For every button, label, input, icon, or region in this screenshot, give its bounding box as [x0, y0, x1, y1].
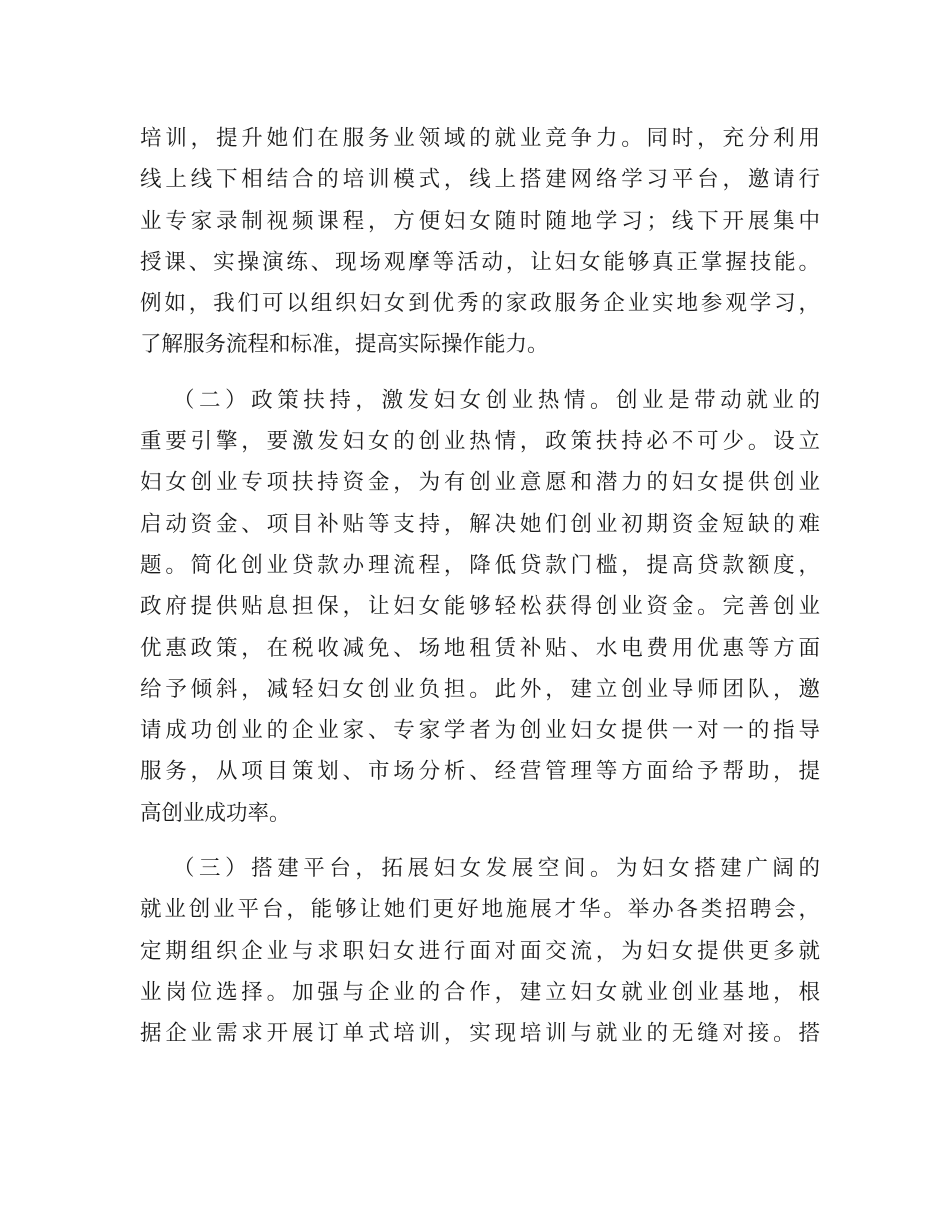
section-heading-line: （二）政策扶持，激发妇女创业热情。创业是带动就业的	[173, 387, 820, 413]
text-line: 高创业成功率。	[140, 800, 291, 826]
paragraph-spacer	[140, 834, 820, 848]
text-line: 定期组织企业与求职妇女进行面对面交流，为妇女提供更多就	[140, 938, 820, 964]
text-line: 授课、实操演练、现场观摩等活动，让妇女能够真正掌握技能。	[140, 249, 820, 275]
text-line: 启动资金、项目补贴等支持，解决她们创业初期资金短缺的难	[140, 511, 820, 537]
text-line: 据企业需求开展订单式培训，实现培训与就业的无缝对接。搭	[140, 1021, 820, 1047]
section-heading-line: （三）搭建平台，拓展妇女发展空间。为妇女搭建广阔的	[173, 856, 820, 882]
text-line: 业岗位选择。加强与企业的合作，建立妇女就业创业基地，根	[140, 979, 820, 1005]
text-line: 题。简化创业贷款办理流程，降低贷款门槛，提高贷款额度，	[140, 552, 820, 578]
text-line: 业专家录制视频课程，方便妇女随时随地学习；线下开展集中	[140, 208, 820, 234]
text-line: 了解服务流程和标准，提高实际操作能力。	[140, 332, 549, 358]
paragraph-training	[140, 118, 820, 366]
text-line: 线上线下相结合的培训模式，线上搭建网络学习平台，邀请行	[140, 167, 820, 193]
text-line: 请成功创业的企业家、专家学者为创业妇女提供一对一的指导	[140, 718, 820, 744]
text-line: 政府提供贴息担保，让妇女能够轻松获得创业资金。完善创业	[140, 594, 820, 620]
text-line: 重要引擎，要激发妇女的创业热情，政策扶持必不可少。设立	[140, 429, 820, 455]
text-line: 就业创业平台，能够让她们更好地施展才华。举办各类招聘会，	[140, 897, 820, 923]
text-line: 给予倾斜，减轻妇女创业负担。此外，建立创业导师团队，邀	[140, 676, 820, 702]
paragraph-spacer	[140, 366, 820, 380]
paragraph-policy-support	[140, 380, 820, 834]
text-line: 优惠政策，在税收减免、场地租赁补贴、水电费用优惠等方面	[140, 635, 820, 661]
text-line: 培训，提升她们在服务业领域的就业竞争力。同时，充分利用	[140, 126, 820, 151]
document-body	[140, 118, 820, 1055]
text-line: 例如，我们可以组织妇女到优秀的家政服务企业实地参观学习，	[140, 291, 820, 317]
text-line: 妇女创业专项扶持资金，为有创业意愿和潜力的妇女提供创业	[140, 470, 820, 496]
paragraph-platform-building	[140, 848, 820, 1054]
text-line: 服务，从项目策划、市场分析、经营管理等方面给予帮助，提	[140, 759, 820, 785]
